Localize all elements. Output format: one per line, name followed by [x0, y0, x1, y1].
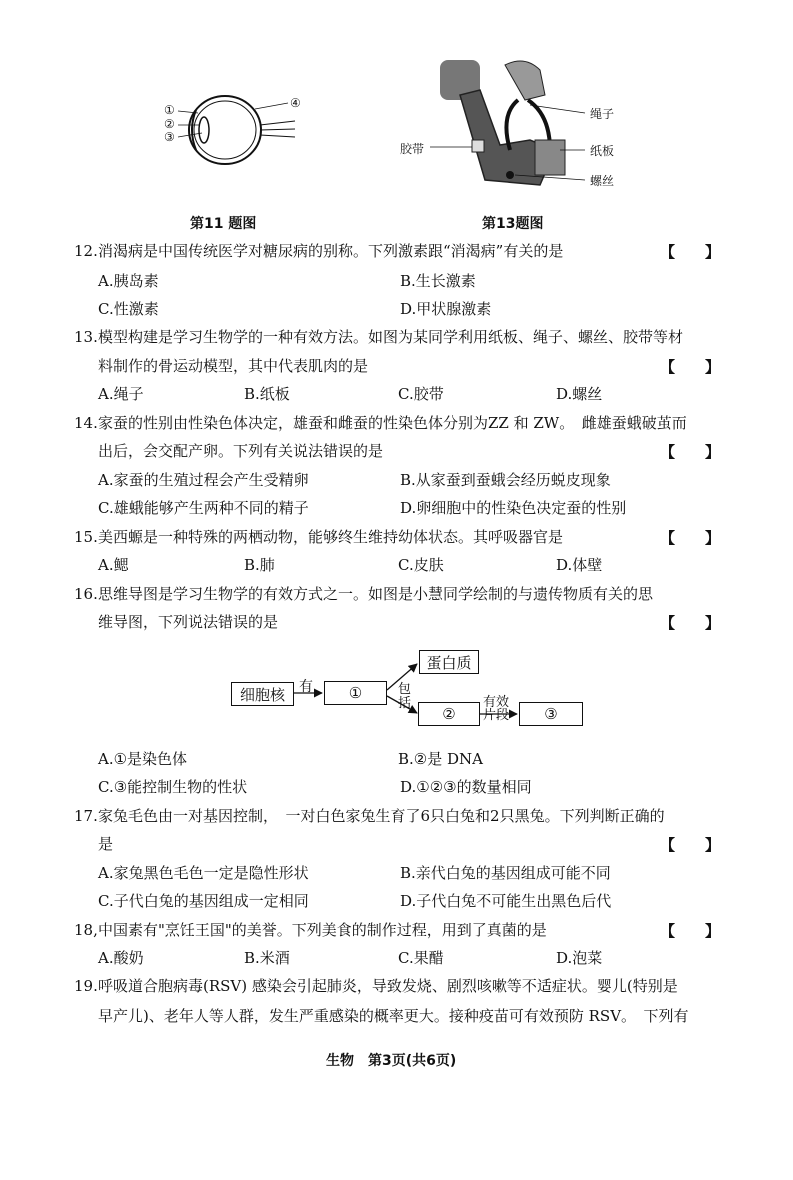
q18-option-c: C.果醋 [398, 949, 444, 967]
q17-answer-bracket: 【 】 [660, 836, 721, 854]
q13-option-a: A.绳子 [98, 385, 144, 403]
q16-option-b: B.②是 DNA [398, 750, 483, 768]
q19-stem-line-2: 早产儿)、老年人等人群，发生严重感染的概率更大。接种疫苗可有效预防 RSV。 下列有 [98, 1007, 689, 1025]
model-label-rope: 绳子 [590, 107, 615, 121]
q15-option-c: C.皮肤 [398, 556, 444, 574]
q16-option-d: D.①②③的数量相同 [400, 778, 532, 796]
eye-label-4: ④ [290, 96, 301, 110]
q12-option-b: B.生长激素 [400, 272, 476, 290]
mindmap-node-3: ③ [519, 702, 583, 726]
q16-answer-bracket: 【 】 [660, 614, 721, 632]
q12-option-d: D.甲状腺激素 [400, 300, 492, 318]
model-label-board: 纸板 [590, 144, 615, 158]
figure-13-caption: 第13题图 [482, 216, 544, 232]
q18-answer-bracket: 【 】 [660, 922, 721, 940]
q16-stem-line-1: 思维导图是学习生物学的有效方式之一。如图是小慧同学绘制的与遗传物质有关的思 [98, 585, 654, 603]
q13-number: 13. [74, 328, 98, 346]
q17-stem-line-2: 是 [98, 835, 114, 853]
q16-option-a: A.①是染色体 [98, 750, 188, 768]
q14-stem-line-2: 出后，会交配产卵。下列有关说法错误的是 [98, 442, 384, 460]
q13-option-c: C.胶带 [398, 385, 444, 403]
q12-option-a: A.胰岛素 [98, 272, 159, 290]
eye-label-1: ① [164, 103, 175, 117]
q18-option-a: A.酸奶 [98, 949, 144, 967]
q15-option-b: B.肺 [244, 556, 275, 574]
q13-stem-line-1: 模型构建是学习生物学的一种有效方法。如图为某同学利用纸板、绳子、螺丝、胶带等材 [98, 328, 684, 346]
mindmap-label-includes: 包括 [398, 682, 412, 711]
mindmap-node-nucleus: 细胞核 [231, 682, 294, 706]
q16-stem-line-2: 维导图，下列说法错误的是 [98, 613, 279, 631]
q15-option-a: A.鳃 [98, 556, 129, 574]
eye-label-2: ② [164, 117, 175, 131]
q13-answer-bracket: 【 】 [660, 358, 721, 376]
q15-option-d: D.体壁 [556, 556, 603, 574]
q14-answer-bracket: 【 】 [660, 443, 721, 461]
model-label-tape: 胶带 [400, 142, 425, 156]
q19-stem-line-1: 呼吸道合胞病毒(RSV) 感染会引起肺炎，导致发烧、剧烈咳嗽等不适症状。婴儿(特别是 [98, 977, 678, 995]
page-footer: 生物 第3页(共6页) [326, 1053, 457, 1069]
eye-label-3: ③ [164, 130, 175, 144]
mindmap-label-effective-segment: 有效片段 [483, 695, 510, 723]
q17-stem-line-1: 家兔毛色由一对基因控制， 一对白色家兔生育了6只白兔和2只黑兔。下列判断正确的 [98, 807, 665, 825]
q18-number: 18, [74, 921, 98, 939]
q12-number: 12. [74, 242, 98, 260]
q17-option-b: B.亲代白兔的基因组成可能不同 [400, 864, 611, 882]
q14-option-b: B.从家蚕到蚕蛾会经历蜕皮现象 [400, 471, 611, 489]
q18-option-d: D.泡菜 [556, 949, 603, 967]
q14-option-c: C.雄蛾能够产生两种不同的精子 [98, 499, 309, 517]
q15-stem: 美西螈是一种特殊的两栖动物，能够终生维持幼体状态。其呼吸器官是 [98, 528, 564, 546]
q13-option-b: B.纸板 [244, 385, 290, 403]
mindmap-node-1: ① [324, 681, 387, 705]
q17-option-c: C.子代白兔的基因组成一定相同 [98, 892, 309, 910]
q14-number: 14. [74, 414, 98, 432]
figure-11-caption: 第11 题图 [190, 216, 257, 232]
mindmap-node-protein: 蛋白质 [419, 650, 479, 674]
q18-stem: 中国素有"烹饪王国"的美誉。下列美食的制作过程，用到了真菌的是 [98, 921, 547, 939]
q15-answer-bracket: 【 】 [660, 529, 721, 547]
mindmap-node-2: ② [418, 702, 480, 726]
q12-stem: 消渴病是中国传统医学对糖尿病的别称。下列激素跟“消渴病”有关的是 [98, 242, 564, 260]
q15-number: 15. [74, 528, 98, 546]
model-label-screw: 螺丝 [590, 174, 615, 188]
mindmap-label-has: 有 [299, 679, 313, 695]
q14-stem-line-1: 家蚕的性别由性染色体决定，雄蚕和雌蚕的性染色体分别为ZZ 和 ZW。 雌雄蚕蛾破茧而 [98, 414, 687, 432]
q17-number: 17. [74, 807, 98, 825]
q13-option-d: D.螺丝 [556, 385, 603, 403]
q12-option-c: C.性激素 [98, 300, 159, 318]
q13-stem-line-2: 料制作的骨运动模型，其中代表肌肉的是 [98, 357, 369, 375]
q14-option-d: D.卵细胞中的性染色决定蚕的性别 [400, 499, 627, 517]
q16-number: 16. [74, 585, 98, 603]
q18-option-b: B.米酒 [244, 949, 290, 967]
q17-option-d: D.子代白兔不可能生出黑色后代 [400, 892, 612, 910]
q19-number: 19. [74, 977, 98, 995]
q14-option-a: A.家蚕的生殖过程会产生受精卵 [98, 471, 309, 489]
q12-answer-bracket: 【 】 [660, 243, 721, 261]
q17-option-a: A.家兔黑色毛色一定是隐性形状 [98, 864, 309, 882]
q16-option-c: C.③能控制生物的性状 [98, 778, 248, 796]
